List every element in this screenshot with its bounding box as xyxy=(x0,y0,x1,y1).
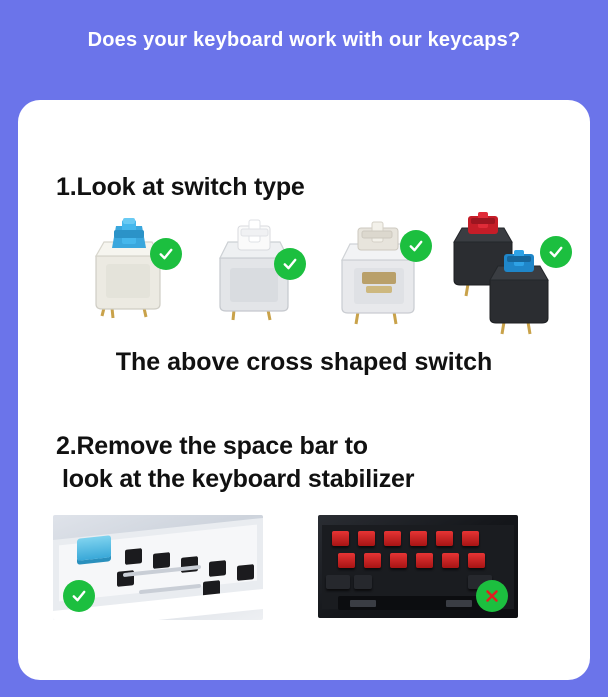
content-card xyxy=(18,100,590,680)
status-badge-check xyxy=(400,230,432,262)
modifier-key xyxy=(354,575,372,589)
page-title: Does your keyboard work with our keycaps? xyxy=(87,29,521,51)
red-keycap xyxy=(410,531,427,546)
blue-keycap xyxy=(77,535,111,561)
status-badge-check xyxy=(150,238,182,270)
space-bar-slot xyxy=(338,596,488,610)
check-icon xyxy=(547,243,565,261)
step-2-heading xyxy=(56,430,414,495)
red-keycap xyxy=(436,531,453,546)
switch-stem xyxy=(446,600,472,607)
red-keycap xyxy=(332,531,349,546)
red-keycap xyxy=(364,553,381,568)
status-badge-check xyxy=(540,236,572,268)
step-1-heading: 1.Look at switch type xyxy=(56,173,305,201)
cross-icon xyxy=(483,587,501,605)
cross-shaped-switch-note: The above cross shaped switch xyxy=(115,348,493,376)
switch-stem xyxy=(209,560,226,577)
modifier-key xyxy=(326,575,350,589)
switch-examples-row xyxy=(52,212,562,337)
switch-item-white xyxy=(198,212,314,337)
switch-item-red-blue-pair xyxy=(444,212,560,337)
status-badge-cross xyxy=(476,580,508,612)
red-keycap xyxy=(468,553,485,568)
red-keycap xyxy=(390,553,407,568)
switch-stem xyxy=(237,564,254,581)
switch-stem xyxy=(125,548,142,565)
check-icon xyxy=(157,245,175,263)
red-keycap xyxy=(462,531,479,546)
status-badge-check xyxy=(274,248,306,280)
red-and-blue-switch-pair xyxy=(446,212,558,337)
step-2-heading-line2: look at the keyboard stabilizer xyxy=(62,464,415,493)
switch-item-transparent xyxy=(322,212,438,337)
check-icon xyxy=(407,237,425,255)
black-keyboard-photo xyxy=(318,515,518,618)
status-badge-check xyxy=(63,580,95,612)
check-icon xyxy=(70,587,88,605)
white-keyboard-photo xyxy=(53,515,263,620)
red-keycap xyxy=(442,553,459,568)
red-keycap xyxy=(358,531,375,546)
step-2-heading-line1: 2.Remove the space bar to xyxy=(56,432,368,460)
switch-item-blue xyxy=(72,212,188,337)
check-icon xyxy=(281,255,299,273)
switch-stem xyxy=(350,600,376,607)
red-keycap xyxy=(416,553,433,568)
red-keycap xyxy=(384,531,401,546)
switch-stem xyxy=(153,552,170,569)
red-keycap xyxy=(338,553,355,568)
